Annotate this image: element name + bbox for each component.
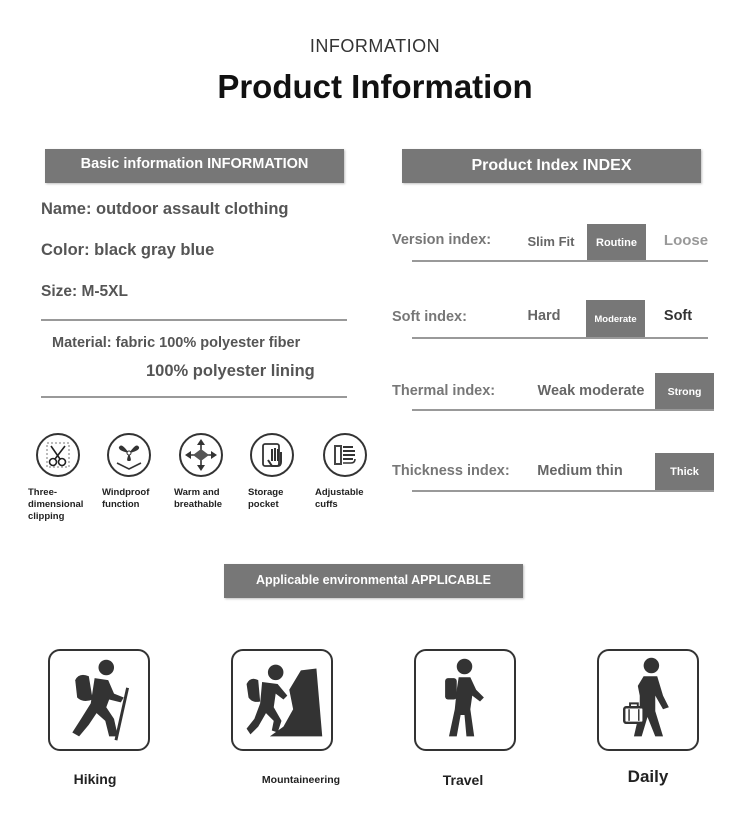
thermal-index-label: Thermal index: <box>392 383 496 399</box>
product-color: Color: black gray blue <box>41 241 215 259</box>
basic-info-banner: Basic information INFORMATION <box>45 149 344 183</box>
mountaineering-icon <box>231 649 333 751</box>
feature-label-cuffs: Adjustable cuffs <box>315 487 364 510</box>
divider <box>412 490 714 492</box>
storage-pocket-icon <box>250 433 294 477</box>
divider <box>412 337 708 339</box>
divider <box>412 260 708 262</box>
thickness-index-label: Thickness index: <box>392 463 510 479</box>
page-title: Product Information <box>217 68 533 105</box>
activity-label-daily: Daily <box>627 767 669 786</box>
product-index-banner: Product Index INDEX <box>402 149 701 183</box>
activity-label-mountaineering: Mountaineering <box>261 774 341 786</box>
applicable-banner: Applicable environmental APPLICABLE <box>224 564 523 598</box>
version-option-slim-fit: Slim Fit <box>527 234 575 249</box>
soft-option-moderate: Moderate <box>586 300 645 338</box>
thickness-option-medium-thin: Medium thin <box>537 463 623 479</box>
feature-label-windproof: Windproof function <box>102 487 150 510</box>
soft-index-label: Soft index: <box>392 309 467 325</box>
divider <box>41 396 347 398</box>
breathable-arrows-icon <box>179 433 223 477</box>
divider <box>41 319 347 321</box>
adjustable-cuff-icon <box>323 433 367 477</box>
hiking-icon <box>48 649 150 751</box>
feature-label-breathable: Warm and breathable <box>174 487 223 510</box>
thickness-option-thick: Thick <box>655 453 714 491</box>
version-option-routine: Routine <box>587 224 646 261</box>
travel-icon <box>414 649 516 751</box>
divider <box>412 409 714 411</box>
activity-label-travel: Travel <box>442 772 484 788</box>
soft-option-soft: Soft <box>663 308 693 324</box>
daily-icon <box>597 649 699 751</box>
product-name: Name: outdoor assault clothing <box>41 200 289 218</box>
soft-option-hard: Hard <box>527 308 561 324</box>
feature-label-clipping: Three- dimensional clipping <box>28 487 84 522</box>
product-lining: 100% polyester lining <box>146 362 315 380</box>
product-material: Material: fabric 100% polyester fiber <box>52 335 301 351</box>
product-size: Size: M-5XL <box>41 283 128 300</box>
thermal-option-strong: Strong <box>655 373 714 410</box>
activity-label-hiking: Hiking <box>73 771 117 787</box>
windproof-icon <box>107 433 151 477</box>
scissors-icon <box>36 433 80 477</box>
thermal-option-weak-moderate: Weak moderate <box>537 383 645 399</box>
version-option-loose: Loose <box>663 232 709 249</box>
section-eyebrow: INFORMATION <box>309 36 441 56</box>
feature-label-storage: Storage pocket <box>248 487 284 510</box>
version-index-label: Version index: <box>392 232 492 248</box>
